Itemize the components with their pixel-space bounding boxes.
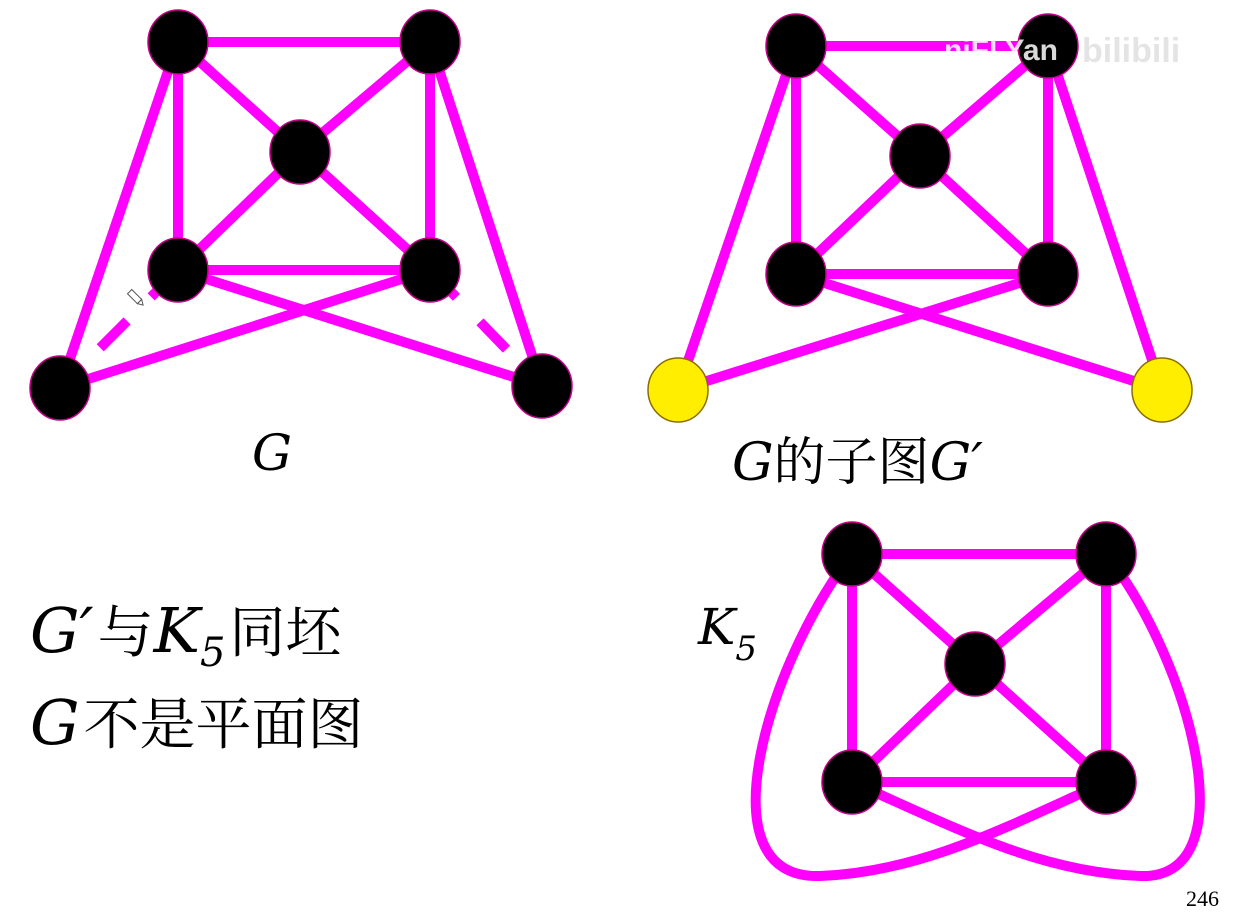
vertex-highlighted xyxy=(648,358,708,422)
vertex xyxy=(30,356,90,420)
vertex xyxy=(1076,750,1136,814)
vertex xyxy=(400,10,460,74)
pencil-cursor-icon xyxy=(128,290,146,308)
graph-g-edges xyxy=(60,42,542,388)
vertex xyxy=(766,242,826,306)
graph-k5-label xyxy=(697,598,757,669)
graph-g-label: G xyxy=(252,424,292,482)
watermark-user: niFLYan xyxy=(944,34,1058,67)
vertex xyxy=(822,522,882,586)
vertex xyxy=(945,632,1005,696)
graph-k5-label-main: K xyxy=(698,598,736,656)
conclusion-line2-g: G xyxy=(30,686,80,759)
vertex xyxy=(822,750,882,814)
vertex xyxy=(1018,242,1078,306)
bilibili-logo-icon: bilibili xyxy=(1082,32,1181,70)
graph-g-prime-label-prefix: G xyxy=(732,433,774,493)
edge xyxy=(60,42,178,388)
edge xyxy=(1048,46,1162,390)
vertex xyxy=(1076,522,1136,586)
conclusion-line-1 xyxy=(30,594,342,676)
graph-k5-vertices xyxy=(822,522,1136,814)
edge xyxy=(678,46,796,390)
graph-g-prime-label xyxy=(732,433,983,493)
vertex xyxy=(512,354,572,418)
vertex xyxy=(890,124,950,188)
conclusion-line1-sub: 5 xyxy=(199,630,226,676)
vertex xyxy=(766,14,826,78)
graph-k5 xyxy=(697,522,1200,876)
vertex xyxy=(148,10,208,74)
graph-g-prime-edges xyxy=(678,46,1162,390)
graph-k5-edges xyxy=(756,554,1200,876)
vertex-highlighted xyxy=(1132,358,1192,422)
graph-g-prime-label-middle: 的子图 xyxy=(773,433,930,493)
vertex xyxy=(270,120,330,184)
graph-g-prime-vertices xyxy=(648,14,1192,422)
vertex xyxy=(400,238,460,302)
conclusion-line1-k: K xyxy=(153,594,200,667)
page-number: 246 xyxy=(1186,886,1219,911)
graph-g-prime xyxy=(648,14,1192,493)
graph-g-prime-label-suffix: G′ xyxy=(929,433,983,493)
conclusion-line2-text: 不是平面图 xyxy=(83,693,364,758)
conclusion xyxy=(30,594,364,759)
vertex xyxy=(148,238,208,302)
conclusion-line1-gprime: G′ xyxy=(30,594,94,667)
graph-k5-label-sub: 5 xyxy=(735,629,757,669)
conclusion-line1-yu: 与 xyxy=(97,601,154,666)
graph-g xyxy=(30,10,572,482)
conclusion-line-2 xyxy=(30,686,364,759)
conclusion-line1-tongpei: 同坯 xyxy=(229,601,342,666)
